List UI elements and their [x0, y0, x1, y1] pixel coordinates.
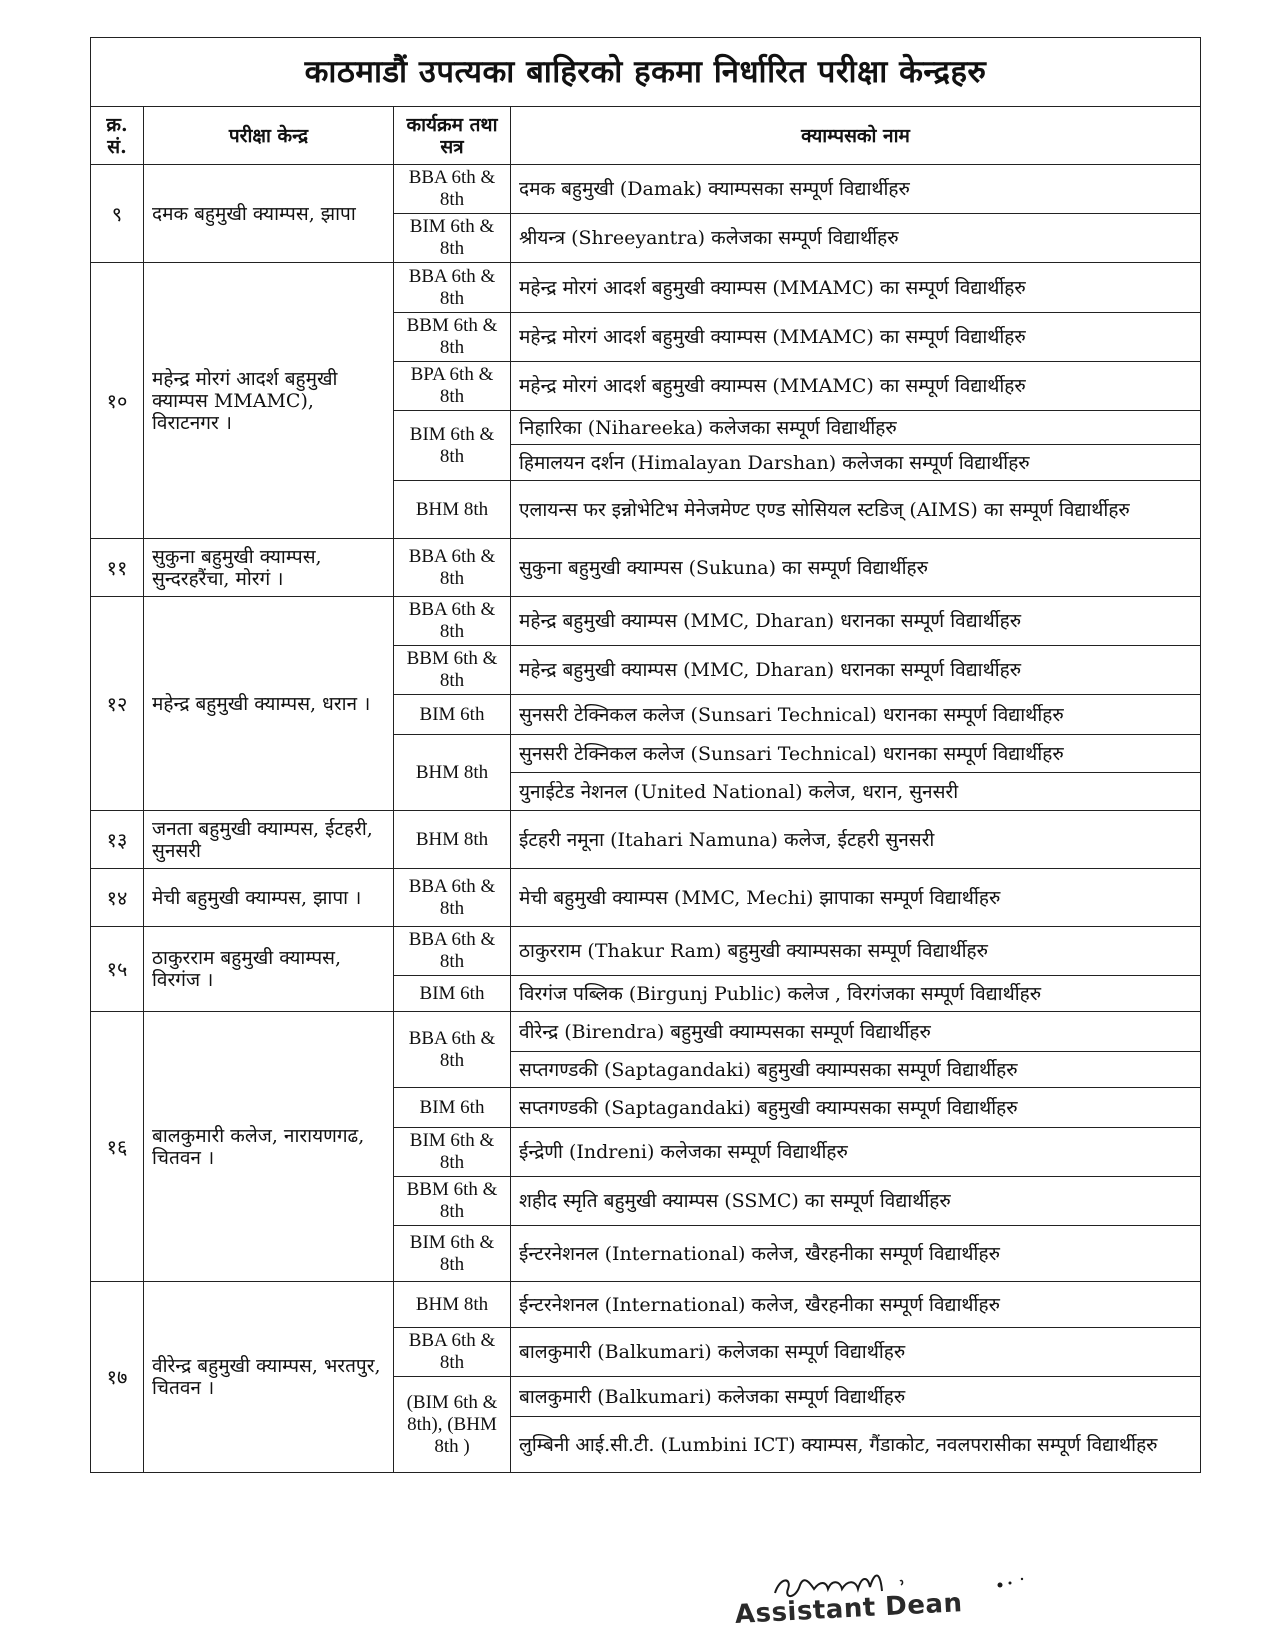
program-semester-cell: BIM 6th — [394, 1088, 511, 1128]
campus-name-cell: बालकुमारी (Balkumari) कलेजका सम्पूर्ण विद्यार्थीहरु — [511, 1328, 1201, 1377]
campus-name-cell: सप्तगण्डकी (Saptagandaki) बहुमुखी क्याम्पसका सम्पूर्ण विद्यार्थीहरु — [511, 1088, 1201, 1128]
campus-name-cell: ठाकुरराम (Thakur Ram) बहुमुखी क्याम्पसका सम्पूर्ण विद्यार्थीहरु — [511, 927, 1201, 976]
campus-name-cell: ईन्टरनेशनल (International) कलेज, खैरहनीका सम्पूर्ण विद्यार्थीहरु — [511, 1282, 1201, 1328]
campus-name-cell: सुकुना बहुमुखी क्याम्पस (Sukuna) का सम्पूर्ण विद्यार्थीहरु — [511, 539, 1201, 597]
program-semester-cell: BBA 6th & 8th — [394, 869, 511, 927]
program-semester-cell: BBA 6th & 8th — [394, 539, 511, 597]
serial-number-cell: ९ — [91, 165, 144, 263]
campus-name-cell: ईन्टरनेशनल (International) कलेज, खैरहनीका सम्पूर्ण विद्यार्थीहरु — [511, 1226, 1201, 1282]
program-semester-cell: BBM 6th & 8th — [394, 1177, 511, 1226]
program-semester-cell: BPA 6th & 8th — [394, 362, 511, 411]
campus-name-cell: ईटहरी नमूना (Itahari Namuna) कलेज, ईटहरी सुनसरी — [511, 811, 1201, 869]
campus-name-cell: श्रीयन्त्र (Shreeyantra) कलेजका सम्पूर्ण विद्यार्थीहरु — [511, 214, 1201, 263]
campus-name-cell: बालकुमारी (Balkumari) कलेजका सम्पूर्ण विद्यार्थीहरु — [511, 1377, 1201, 1417]
campus-name-cell: विरगंज पब्लिक (Birgunj Public) कलेज , विरगंजका सम्पूर्ण विद्यार्थीहरु — [511, 976, 1201, 1012]
campus-name-cell: महेन्द्र बहुमुखी क्याम्पस (MMC, Dharan) धरानका सम्पूर्ण विद्यार्थीहरु — [511, 597, 1201, 646]
campus-name-cell: ईन्द्रेणी (Indreni) कलेजका सम्पूर्ण विद्यार्थीहरु — [511, 1128, 1201, 1177]
campus-name-cell: सुनसरी टेक्निकल कलेज (Sunsari Technical) धरानका सम्पूर्ण विद्यार्थीहरु — [511, 695, 1201, 735]
exam-centre-cell: जनता बहुमुखी क्याम्पस, ईटहरी, सुनसरी — [144, 811, 394, 869]
table-row — [91, 927, 1201, 976]
header-serial-number: क्र. सं. — [91, 107, 144, 165]
exam-centre-cell: वीरेन्द्र बहुमुखी क्याम्पस, भरतपुर, चितवन । — [144, 1282, 394, 1473]
table-row — [91, 811, 1201, 869]
campus-name-cell: वीरेन्द्र (Birendra) बहुमुखी क्याम्पसका सम्पूर्ण विद्यार्थीहरु — [511, 1012, 1201, 1052]
program-semester-cell: BBM 6th & 8th — [394, 313, 511, 362]
program-semester-cell: BHM 8th — [394, 735, 511, 811]
table-body — [91, 165, 1201, 1473]
table-row — [91, 597, 1201, 646]
program-semester-cell: BIM 6th & 8th — [394, 1226, 511, 1282]
program-semester-cell: (BIM 6th & 8th), (BHM 8th ) — [394, 1377, 511, 1473]
signatory-title: Assistant Dean — [734, 1588, 964, 1630]
program-semester-cell: BHM 8th — [394, 1282, 511, 1328]
campus-name-cell: महेन्द्र बहुमुखी क्याम्पस (MMC, Dharan) धरानका सम्पूर्ण विद्यार्थीहरु — [511, 646, 1201, 695]
campus-name-cell: सुनसरी टेक्निकल कलेज (Sunsari Technical) धरानका सम्पूर्ण विद्यार्थीहरु — [511, 735, 1201, 773]
program-semester-cell: BBA 6th & 8th — [394, 1012, 511, 1088]
serial-number-cell: १० — [91, 263, 144, 539]
exam-centre-cell: दमक बहुमुखी क्याम्पस, झापा — [144, 165, 394, 263]
program-semester-cell: BHM 8th — [394, 481, 511, 539]
serial-number-cell: ११ — [91, 539, 144, 597]
campus-name-cell: महेन्द्र मोरगं आदर्श बहुमुखी क्याम्पस (MMAMC) का सम्पूर्ण विद्यार्थीहरु — [511, 263, 1201, 313]
document-title: काठमाडौं उपत्यका बाहिरको हकमा निर्धारित परीक्षा केन्द्रहरु — [91, 38, 1201, 107]
program-semester-cell: BBM 6th & 8th — [394, 646, 511, 695]
program-semester-cell: BHM 8th — [394, 811, 511, 869]
table-row — [91, 1282, 1201, 1328]
program-semester-cell: BBA 6th & 8th — [394, 927, 511, 976]
header-program-semester: कार्यक्रम तथा सत्र — [394, 107, 511, 165]
program-semester-cell: BBA 6th & 8th — [394, 165, 511, 214]
exam-centre-cell: महेन्द्र बहुमुखी क्याम्पस, धरान । — [144, 597, 394, 811]
serial-number-cell: १४ — [91, 869, 144, 927]
header-campus-name: क्याम्पसको नाम — [511, 107, 1201, 165]
campus-name-cell: लुम्बिनी आई.सी.टी. (Lumbini ICT) क्याम्पस, गैंडाकोट, नवलपरासीका सम्पूर्ण विद्यार्थीहरु — [511, 1417, 1201, 1473]
table-row — [91, 869, 1201, 927]
campus-name-cell: निहारिका (Nihareeka) कलेजका सम्पूर्ण विद्यार्थीहरु — [511, 411, 1201, 445]
serial-number-cell: १२ — [91, 597, 144, 811]
program-semester-cell: BIM 6th & 8th — [394, 411, 511, 481]
serial-number-cell: १३ — [91, 811, 144, 869]
program-semester-cell: BBA 6th & 8th — [394, 597, 511, 646]
table-row — [91, 165, 1201, 214]
program-semester-cell: BIM 6th & 8th — [394, 214, 511, 263]
exam-centre-cell: ठाकुरराम बहुमुखी क्याम्पस, विरगंज । — [144, 927, 394, 1012]
exam-centre-table — [90, 37, 1201, 1473]
program-semester-cell: BIM 6th — [394, 695, 511, 735]
campus-name-cell: हिमालयन दर्शन (Himalayan Darshan) कलेजका सम्पूर्ण विद्यार्थीहरु — [511, 445, 1201, 481]
campus-name-cell: युनाईटेड नेशनल (United National) कलेज, धरान, सुनसरी — [511, 773, 1201, 811]
header-exam-centre: परीक्षा केन्द्र — [144, 107, 394, 165]
serial-number-cell: १६ — [91, 1012, 144, 1282]
table-row — [91, 539, 1201, 597]
exam-centre-cell: मेची बहुमुखी क्याम्पस, झापा । — [144, 869, 394, 927]
exam-centre-cell: बालकुमारी कलेज, नारायणगढ, चितवन । — [144, 1012, 394, 1282]
serial-number-cell: १५ — [91, 927, 144, 1012]
program-semester-cell: BBA 6th & 8th — [394, 263, 511, 313]
campus-name-cell: मेची बहुमुखी क्याम्पस (MMC, Mechi) झापाका सम्पूर्ण विद्यार्थीहरु — [511, 869, 1201, 927]
table-row — [91, 263, 1201, 313]
exam-centre-cell: सुकुना बहुमुखी क्याम्पस, सुन्दरहरैंचा, मोरगं । — [144, 539, 394, 597]
campus-name-cell: सप्तगण्डकी (Saptagandaki) बहुमुखी क्याम्पसका सम्पूर्ण विद्यार्थीहरु — [511, 1052, 1201, 1088]
campus-name-cell: दमक बहुमुखी (Damak) क्याम्पसका सम्पूर्ण विद्यार्थीहरु — [511, 165, 1201, 214]
program-semester-cell: BIM 6th — [394, 976, 511, 1012]
exam-centre-cell: महेन्द्र मोरगं आदर्श बहुमुखी क्याम्पस MMAMC), विराटनगर । — [144, 263, 394, 539]
program-semester-cell: BBA 6th & 8th — [394, 1328, 511, 1377]
program-semester-cell: BIM 6th & 8th — [394, 1128, 511, 1177]
serial-number-cell: १७ — [91, 1282, 144, 1473]
campus-name-cell: एलायन्स फर इन्नोभेटिभ मेनेजमेण्ट एण्ड सोसियल स्टडिज् (AIMS) का सम्पूर्ण विद्यार्थीहरु — [511, 481, 1201, 539]
campus-name-cell: महेन्द्र मोरगं आदर्श बहुमुखी क्याम्पस (MMAMC) का सम्पूर्ण विद्यार्थीहरु — [511, 362, 1201, 411]
campus-name-cell: शहीद स्मृति बहुमुखी क्याम्पस (SSMC) का सम्पूर्ण विद्यार्थीहरु — [511, 1177, 1201, 1226]
campus-name-cell: महेन्द्र मोरगं आदर्श बहुमुखी क्याम्पस (MMAMC) का सम्पूर्ण विद्यार्थीहरु — [511, 313, 1201, 362]
table-row — [91, 1012, 1201, 1052]
